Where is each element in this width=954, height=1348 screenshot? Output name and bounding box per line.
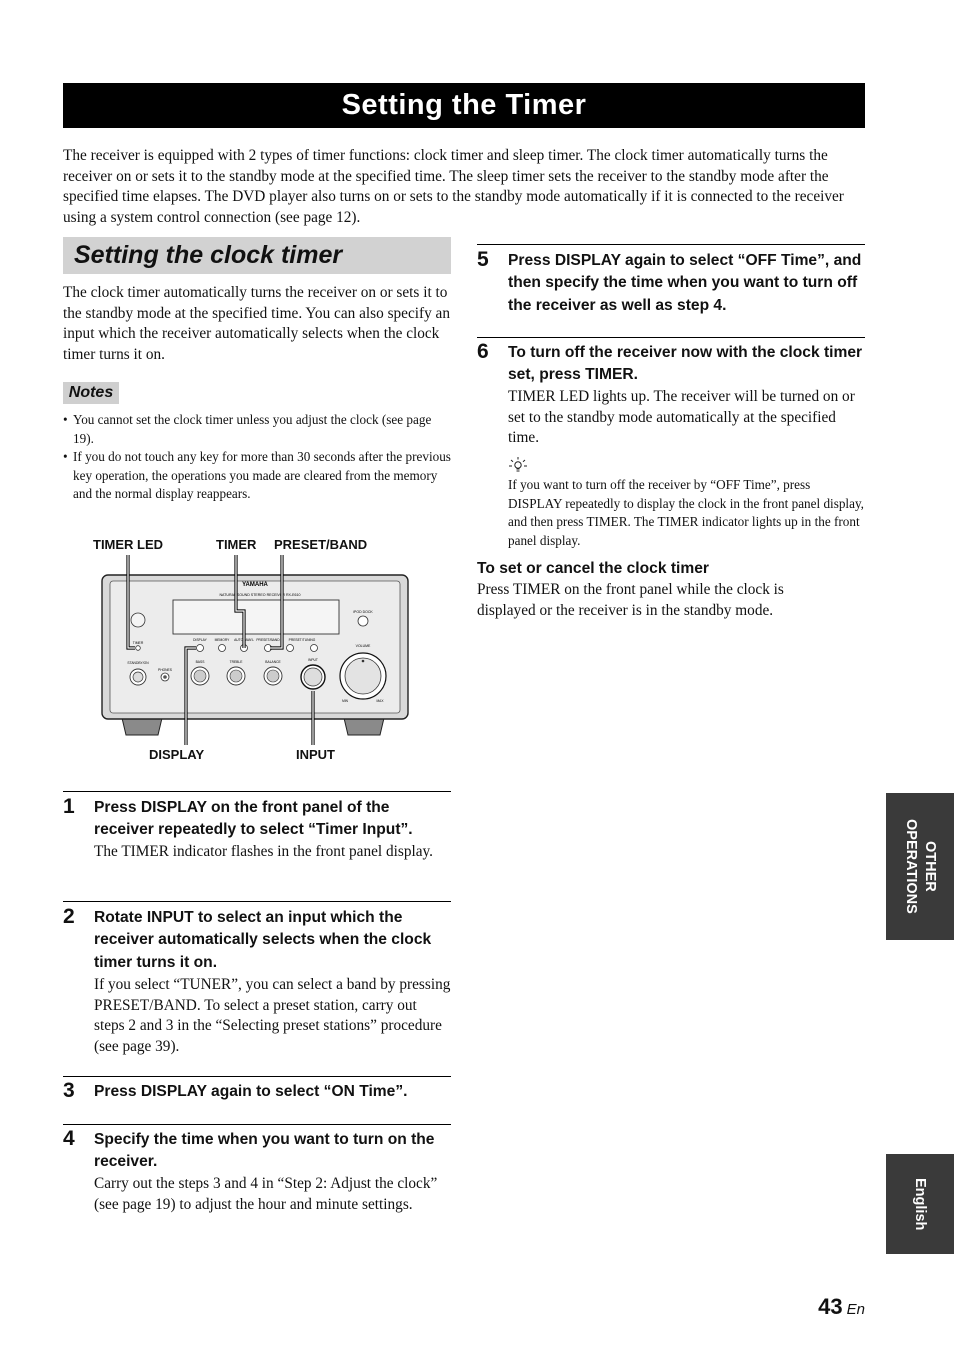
label-timer-led: TIMER LED [93,537,164,552]
label-preset-band: PRESET/BAND [274,537,368,552]
panel-ipod-label: iPOD DOCK [353,610,373,614]
step-divider [63,1124,451,1125]
step-divider [63,791,451,792]
step-divider [477,337,865,338]
step-body: TIMER LED lights up. The receiver will be turned on or set to the standby mode automatically at the specified time. [508,388,855,446]
page-number-suffix: En [846,1301,865,1318]
step-number: 4 [63,1127,75,1150]
step-divider [477,244,865,245]
panel-standby-label: STANDBY/ON [127,661,149,665]
timer-led [136,646,141,651]
panel-brand: YAMAHA [242,582,268,588]
section-body: The clock timer automatically turns the receiver on or sets it to the standby mode at the specified time. You can also specify an input which the receiver automatically selects when the clock timer turns it on. [63,284,451,363]
panel-preset-tuning-label: PRESET/TUNING [288,638,316,642]
panel-display-label: DISPLAY [193,638,207,642]
receiver-front-panel-diagram [60,555,450,745]
ipod-button[interactable] [358,616,368,626]
panel-input-label: INPUT [308,658,318,662]
step-heading: Specify the time when you want to turn on the receiver. [94,1131,435,1171]
side-tab-other-operations [886,793,954,940]
panel-volume-max: MAX [376,699,384,703]
notes-label: Notes [63,382,119,404]
remote-sensor [131,613,145,627]
step-number: 6 [477,340,489,363]
hint-text: If you want to turn off the receiver by “OFF Time”, press DISPLAY repeatedly to display the clock in the front panel display, and then press TIMER. The TIMER indicator lights up in the front panel display. [508,477,864,548]
page-number-value: 43 [818,1294,843,1319]
step-heading: To turn off the receiver now with the clock timer set, press TIMER. [508,344,863,384]
step-number: 5 [477,248,489,271]
panel-model: NATURAL SOUND STEREO RECEIVER RX-E610 [219,593,301,597]
step-body: Carry out the steps 3 and 4 in “Step 2: Adjust the clock” (see page 19) to adjust the hour and minute settings. [94,1175,438,1213]
panel-volume-min: MIN [342,699,348,703]
panel-preset-band-label: PRESET/BAND [256,638,280,642]
label-timer: TIMER [216,537,257,552]
display-button[interactable] [197,645,204,652]
memory-button[interactable] [219,645,226,652]
panel-timer-label: TIMER [132,641,144,645]
step-body: The TIMER indicator flashes in the front panel display. [94,843,433,860]
lightbulb-hint-icon [508,456,528,474]
tuning-up-button[interactable] [311,645,318,652]
step-number: 3 [63,1079,75,1102]
label-display: DISPLAY [149,747,205,762]
panel-treble-label: TREBLE [229,660,243,664]
notes-list [63,411,451,504]
cancel-heading: To set or cancel the clock timer [477,560,709,577]
step-heading: Press DISPLAY again to select “ON Time”. [94,1083,408,1100]
panel-balance-label: BALANCE [265,660,281,664]
side-tab-lang-label: English [912,1177,928,1231]
section-title: Setting the clock timer [74,241,343,269]
cancel-body: Press TIMER on the front panel while the clock is displayed or the receiver is in the standby mode. [477,581,784,619]
note-item: • You cannot set the clock timer unless you adjust the clock (see page 19). [63,411,451,448]
label-input: INPUT [296,747,335,762]
page-title: Setting the Timer [63,83,865,128]
intro-paragraph: The receiver is equipped with 2 types of timer functions: clock timer and sleep timer. The clock timer automatically turns the receiver on or sets it to the standby mode at the specified time. The sleep timer sets the receiver to the standby mode after the specified time elapses. The DVD player also turns on or sets to the standby mode automatically if it is connected to the receiver using a system control connection (see page 12). [63,147,844,226]
tuning-down-button[interactable] [287,645,294,652]
step-heading: Rotate INPUT to select an input which the receiver automatically selects when the clock timer turns it on. [94,909,432,971]
step-heading: Press DISPLAY again to select “OFF Time”, and then specify the time when you want to turn off the receiver as well as step 4. [508,252,862,314]
panel-bass-label: BASS [195,660,205,664]
panel-memory-label: MEMORY [214,638,230,642]
step-divider [63,901,451,902]
step-number: 2 [63,905,75,928]
panel-auto-label: AUTO/MAN'L [234,638,254,642]
page-number [818,1294,865,1320]
step-body: If you select “TUNER”, you can select a band by pressing PRESET/BAND. To select a preset station, carry out steps 2 and 3 in the “Selecting preset stations” procedure (see page 39). [94,976,451,1055]
side-tab-english [886,1154,954,1254]
note-item: • If you do not touch any key for more than 30 seconds after the previous key operation, the operations you made are cleared from the memory and the normal display reappears. [63,448,451,504]
panel-volume-label: VOLUME [355,644,371,648]
side-tab-ops-label: OTHER OPERATIONS [903,819,938,914]
step-divider [63,1076,451,1077]
panel-phones-label: PHONES [158,668,172,672]
step-number: 1 [63,795,75,818]
step-heading: Press DISPLAY on the front panel of the receiver repeatedly to select “Timer Input”. [94,799,413,839]
